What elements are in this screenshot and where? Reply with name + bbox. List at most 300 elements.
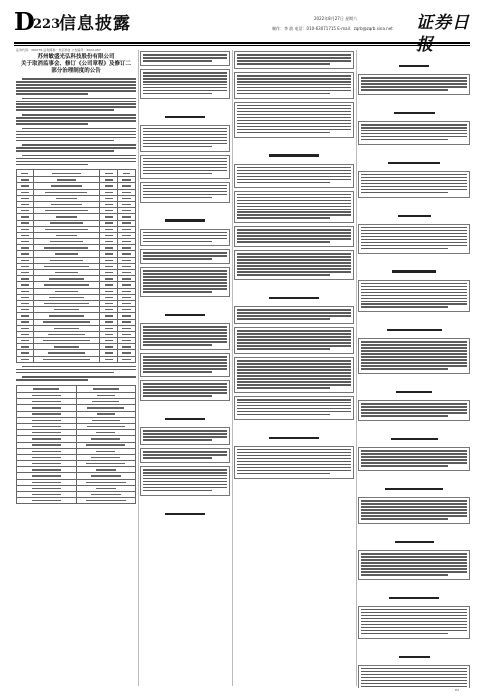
text-line — [143, 282, 227, 284]
body-paragraph — [16, 114, 136, 125]
text-line — [143, 140, 227, 142]
subheading — [358, 584, 470, 603]
table-cell-block — [234, 327, 354, 354]
text-line — [361, 245, 467, 247]
text-line — [143, 332, 227, 334]
text-line — [361, 609, 467, 611]
text-line — [237, 318, 330, 320]
text-line — [143, 368, 227, 370]
text-line — [361, 450, 467, 452]
text-line — [237, 461, 351, 463]
table-cell-block — [234, 446, 354, 479]
text-line — [237, 120, 351, 122]
text-line — [237, 235, 351, 237]
table-cell-block — [140, 323, 230, 350]
text-line — [361, 621, 467, 623]
text-line — [361, 571, 467, 573]
table-cell-block — [234, 72, 354, 99]
text-line — [143, 252, 227, 254]
title-line-2: 关于取消监事会、修订《公司章程》及修订二 — [20, 61, 131, 67]
text-line — [361, 559, 467, 561]
text-line — [361, 350, 467, 352]
amendment-table — [16, 169, 136, 363]
text-line — [143, 161, 227, 163]
text-line — [361, 89, 448, 91]
body-text-block — [16, 78, 136, 165]
text-line — [143, 238, 227, 240]
text-line — [16, 93, 88, 95]
text-line — [16, 134, 136, 136]
text-line — [361, 456, 467, 458]
text-line — [16, 101, 136, 103]
text-line — [16, 87, 136, 89]
subheading — [358, 202, 470, 221]
table-cell-block — [234, 306, 354, 324]
table-cell-block — [358, 497, 470, 524]
text-line — [361, 174, 467, 176]
text-line — [237, 197, 351, 199]
table-cell-block — [140, 155, 230, 179]
text-line — [143, 433, 227, 435]
text-line — [361, 180, 467, 182]
text-line — [143, 72, 227, 74]
text-line — [22, 128, 136, 130]
table-cell-block — [358, 400, 470, 421]
text-line — [237, 455, 351, 457]
text-line — [16, 90, 136, 92]
text-line — [361, 286, 467, 288]
text-line — [361, 306, 448, 308]
text-line — [361, 192, 448, 194]
subheading — [358, 643, 470, 662]
text-line — [361, 627, 467, 629]
text-line — [361, 615, 467, 617]
text-line — [143, 436, 227, 438]
text-line — [237, 167, 351, 169]
text-line — [237, 360, 351, 362]
text-line — [143, 78, 227, 80]
text-line — [237, 81, 351, 83]
text-line — [143, 137, 227, 139]
subheading — [234, 424, 354, 443]
section-letter: D — [14, 7, 35, 36]
text-line — [16, 158, 136, 160]
text-line — [361, 136, 467, 138]
text-line — [143, 288, 227, 290]
text-line — [237, 93, 330, 95]
text-line — [143, 87, 227, 89]
text-line — [361, 295, 467, 297]
text-line — [143, 258, 212, 260]
text-line — [361, 415, 448, 417]
text-line — [237, 381, 351, 383]
section-title: 信息披露 — [59, 14, 131, 34]
text-line — [16, 372, 114, 374]
column-divider — [232, 50, 233, 686]
text-line — [237, 342, 351, 344]
announcement-code: 证券代码：300735 证券简称：光弘科技 公告编号：2022-057 — [16, 48, 101, 52]
text-line — [237, 60, 351, 62]
text-line — [361, 674, 467, 676]
text-line — [237, 179, 351, 181]
text-line — [143, 75, 227, 77]
text-line — [143, 134, 227, 136]
subheading — [358, 149, 470, 168]
body-text-block — [16, 366, 136, 381]
column-4 — [358, 48, 470, 688]
text-line — [22, 366, 136, 368]
text-line — [143, 143, 227, 145]
text-line — [237, 126, 351, 128]
text-line — [361, 301, 467, 303]
text-line — [143, 54, 227, 56]
text-line — [143, 365, 227, 367]
text-line — [361, 553, 467, 555]
text-line — [22, 144, 136, 146]
text-line — [143, 326, 227, 328]
text-line — [237, 458, 351, 460]
text-line — [237, 54, 351, 56]
text-line — [361, 503, 467, 505]
text-line — [143, 335, 227, 337]
text-line — [237, 473, 330, 475]
column-1 — [16, 48, 136, 688]
text-line — [361, 518, 448, 520]
comparison-table — [16, 385, 136, 504]
text-line — [237, 387, 330, 389]
text-line — [143, 484, 227, 486]
text-line — [143, 451, 227, 453]
table-cell-block — [140, 353, 230, 377]
subheading — [234, 284, 354, 303]
text-line — [16, 84, 136, 86]
text-line — [237, 217, 330, 219]
text-line — [361, 236, 467, 238]
text-line — [16, 140, 114, 142]
text-line — [237, 330, 351, 332]
text-line — [143, 185, 227, 187]
text-line — [143, 90, 227, 92]
text-line — [143, 291, 212, 293]
text-line — [237, 57, 351, 59]
text-line — [143, 131, 227, 133]
text-line — [237, 366, 351, 368]
text-line — [22, 98, 136, 100]
table-cell-block — [358, 121, 470, 145]
text-line — [361, 359, 467, 361]
text-line — [237, 200, 351, 202]
text-line — [237, 129, 351, 131]
text-line — [237, 274, 330, 276]
text-line — [237, 333, 351, 335]
subheading — [358, 52, 470, 71]
subheading — [358, 258, 470, 277]
text-line — [361, 242, 467, 244]
table-cell-block — [140, 229, 230, 247]
text-line — [237, 123, 351, 125]
newspaper-logo: 证券日 — [416, 13, 470, 33]
text-line — [237, 214, 351, 216]
text-line — [237, 117, 351, 119]
subheading — [358, 425, 470, 444]
text-line — [361, 230, 467, 232]
text-line — [361, 686, 467, 688]
text-line — [361, 233, 467, 235]
text-line — [16, 147, 136, 149]
text-line — [361, 462, 467, 464]
table-cell-block — [234, 164, 354, 188]
text-line — [143, 194, 227, 196]
body-paragraph — [16, 366, 136, 374]
text-line — [361, 186, 467, 188]
table-cell-block — [234, 102, 354, 138]
text-line — [237, 253, 351, 255]
text-line — [143, 255, 227, 257]
text-line — [237, 108, 351, 110]
text-line — [143, 386, 227, 388]
text-line — [361, 556, 467, 558]
body-paragraph — [16, 376, 136, 381]
text-line — [361, 86, 467, 88]
text-line — [361, 303, 467, 305]
text-line — [143, 279, 227, 281]
subheading — [140, 103, 230, 122]
text-line — [361, 630, 467, 632]
subheading — [358, 475, 470, 494]
text-line — [361, 292, 467, 294]
text-line — [237, 268, 351, 270]
text-line — [143, 57, 227, 59]
subheading — [358, 99, 470, 118]
subheading — [358, 528, 470, 547]
table-cell-block — [358, 338, 470, 374]
text-line — [143, 481, 227, 483]
editor-contact: 制作：李 波 电话：010-63071715 E-mail：zqrb@zqrb.sina.net — [272, 26, 393, 31]
text-line — [143, 344, 212, 346]
text-line — [361, 189, 467, 191]
text-line — [361, 341, 467, 343]
title-line-3: 部分治理制度的公告 — [51, 68, 101, 74]
text-line — [16, 379, 88, 381]
text-line — [361, 298, 467, 300]
text-line — [361, 127, 467, 129]
title-line-1: 苏州敏盛光弘科技股份有限公司 — [37, 54, 115, 60]
text-line — [237, 114, 351, 116]
text-line — [16, 109, 114, 111]
text-line — [143, 371, 212, 373]
text-line — [143, 356, 227, 358]
text-line — [237, 241, 330, 243]
text-line — [237, 411, 351, 413]
text-line — [361, 77, 467, 79]
text-line — [143, 191, 227, 193]
text-line — [237, 464, 351, 466]
text-line — [143, 475, 227, 477]
text-line — [143, 241, 212, 243]
text-line — [237, 206, 351, 208]
body-paragraph — [16, 98, 136, 112]
text-line — [237, 339, 351, 341]
text-line — [361, 406, 467, 408]
text-line — [361, 500, 467, 502]
text-line — [361, 671, 467, 673]
text-line — [237, 405, 351, 407]
text-line — [237, 238, 351, 240]
text-line — [237, 375, 351, 377]
text-line — [16, 164, 88, 166]
subheading — [140, 301, 230, 320]
text-line — [361, 368, 448, 370]
text-line — [143, 487, 227, 489]
text-line — [143, 167, 227, 169]
subheading — [358, 378, 470, 397]
text-line — [361, 365, 467, 367]
text-line — [237, 173, 351, 175]
issue-date: 2022年8月27日 星期六 — [314, 16, 358, 21]
text-line — [237, 372, 351, 374]
column-2 — [140, 48, 230, 688]
text-line — [361, 80, 467, 82]
table-cell-block — [234, 357, 354, 393]
table-cell-block — [358, 171, 470, 198]
table-cell-block — [140, 69, 230, 99]
table-row — [17, 498, 136, 504]
text-line — [361, 177, 467, 179]
text-line — [237, 363, 351, 365]
table-cell-block — [234, 396, 354, 420]
text-line — [143, 454, 227, 456]
text-line — [361, 412, 467, 414]
table-cell-block — [234, 250, 354, 280]
table-cell-block — [140, 466, 230, 496]
text-line — [361, 139, 448, 141]
text-line — [361, 283, 467, 285]
text-line — [237, 105, 351, 107]
text-line — [361, 344, 467, 346]
text-line — [143, 439, 212, 441]
text-line — [143, 362, 227, 364]
table-cell-block — [358, 550, 470, 580]
text-line — [361, 506, 467, 508]
text-line — [143, 60, 212, 62]
text-line — [361, 680, 467, 682]
table-cell-block — [140, 380, 230, 401]
text-line — [22, 155, 136, 157]
table-cell-block — [358, 665, 470, 688]
text-line — [361, 562, 467, 564]
subheading — [140, 500, 230, 519]
text-line — [237, 132, 330, 134]
table-cell-block — [140, 182, 230, 203]
text-line — [143, 232, 227, 234]
text-line — [237, 384, 351, 386]
text-line — [143, 457, 212, 459]
text-line — [237, 345, 351, 347]
text-line — [143, 128, 227, 130]
text-line — [143, 383, 227, 385]
text-line — [22, 376, 136, 378]
text-line — [237, 170, 351, 172]
table-cell-block — [234, 51, 354, 69]
text-line — [361, 509, 467, 511]
text-line — [361, 633, 448, 635]
table-cell-block — [358, 606, 470, 639]
text-line — [237, 256, 351, 258]
page-footer-mark: D2 — [455, 688, 460, 692]
text-line — [237, 449, 351, 451]
text-line — [143, 329, 227, 331]
text-line — [361, 574, 448, 576]
text-line — [237, 414, 330, 416]
text-line — [143, 273, 227, 275]
table-cell-block — [140, 125, 230, 152]
text-line — [237, 369, 351, 371]
text-line — [143, 276, 227, 278]
text-line — [143, 188, 227, 190]
text-line — [143, 478, 227, 480]
text-line — [361, 677, 467, 679]
text-line — [361, 347, 467, 349]
text-line — [361, 248, 448, 250]
table-cell-block — [140, 267, 230, 297]
text-line — [16, 137, 136, 139]
table-cell-block — [234, 191, 354, 224]
page-number: 223 — [33, 17, 61, 32]
text-line — [237, 315, 351, 317]
text-line — [16, 120, 136, 122]
text-line — [237, 402, 351, 404]
text-line — [143, 395, 212, 397]
table-cell-block — [234, 226, 354, 247]
table-cell-block — [140, 448, 230, 463]
text-line — [16, 117, 136, 119]
text-line — [16, 123, 88, 125]
text-line — [22, 114, 136, 116]
text-line — [237, 470, 351, 472]
text-line — [143, 285, 227, 287]
text-line — [361, 183, 467, 185]
text-line — [237, 467, 351, 469]
text-line — [237, 84, 351, 86]
text-line — [237, 111, 351, 113]
text-line — [361, 403, 467, 405]
text-line — [16, 106, 136, 108]
text-line — [143, 341, 227, 343]
table-cell-block — [358, 447, 470, 471]
column-divider — [138, 50, 139, 686]
text-line — [361, 568, 467, 570]
column-3 — [234, 48, 354, 688]
text-line — [361, 612, 467, 614]
text-line — [16, 369, 136, 371]
text-line — [237, 259, 351, 261]
text-line — [361, 362, 467, 364]
body-paragraph — [16, 128, 136, 142]
text-line — [361, 512, 467, 514]
text-line — [237, 90, 351, 92]
text-line — [237, 78, 351, 80]
subheading — [358, 316, 470, 335]
table-cell-block — [140, 51, 230, 66]
subheading — [140, 207, 230, 226]
text-line — [16, 131, 136, 133]
text-line — [361, 83, 467, 85]
text-line — [237, 378, 351, 380]
table-cell-block — [358, 280, 470, 313]
text-line — [361, 459, 467, 461]
text-line — [361, 565, 467, 567]
text-line — [361, 239, 467, 241]
